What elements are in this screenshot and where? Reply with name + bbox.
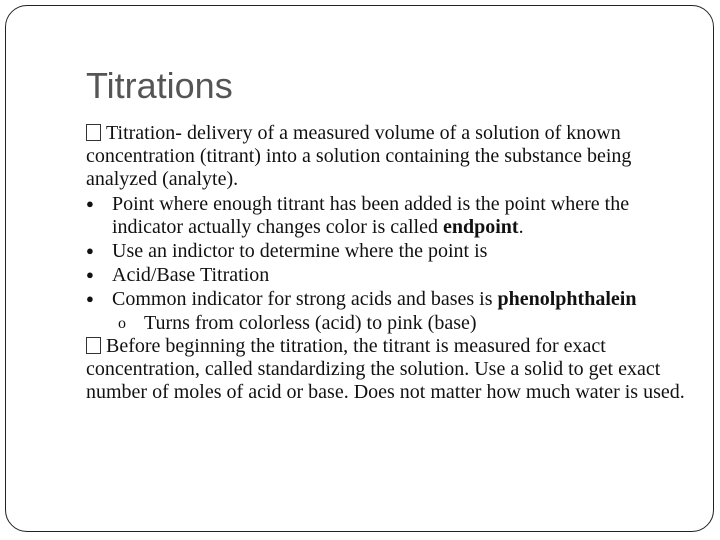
bullet-common-indicator [86,287,686,311]
titration-term: Titration- [106,122,182,144]
bullet-dot-icon: ● [86,195,94,211]
bullet-endpoint [86,192,686,239]
checkbox-bullet-icon [86,337,101,354]
sub-bullet-text: Turns from colorless (acid) to pink (base) [144,311,477,334]
bullet-acid-base-text: Acid/Base Titration [112,264,270,287]
bullet-dot-icon: ● [86,267,94,283]
bullet-acid-base [86,263,686,287]
bullet-indicator [86,239,686,263]
bullet-phenolphthalein-bold: phenolphthalein [497,288,637,311]
titration-definition-text: delivery of a measured volume of a solution of known concentration (titrant) into a solution containing the substance being analyzed (analyte). [86,122,632,191]
sub-bullet-color-change [86,312,686,335]
slide-title: Titrations [86,65,233,106]
standardizing-text: Before beginning the titration, the titrant is measured for exact concentration, called standardizing the solution. Use a solid to get exact number of moles of acid or base. Does not matter how much water is used. [86,334,685,404]
paragraph-titration-definition [86,122,686,192]
circle-bullet-icon: o [118,314,126,332]
bullet-endpoint-text: Point where enough titrant has been added is the point where the indicator actually changes color is called [112,192,630,238]
bullet-endpoint-period: . [518,215,524,238]
bullet-dot-icon: ● [86,291,94,307]
bullet-common-indicator-text: Common indicator for strong acids and bases is [112,288,498,311]
bullet-dot-icon: ● [86,243,94,259]
slide-body [86,122,686,404]
bullet-endpoint-bold: endpoint [442,215,519,238]
slide-frame [5,5,714,532]
checkbox-bullet-icon [86,124,101,141]
paragraph-standardizing [86,335,686,405]
bullet-indicator-text: Use an indictor to determine where the point is [112,240,488,263]
